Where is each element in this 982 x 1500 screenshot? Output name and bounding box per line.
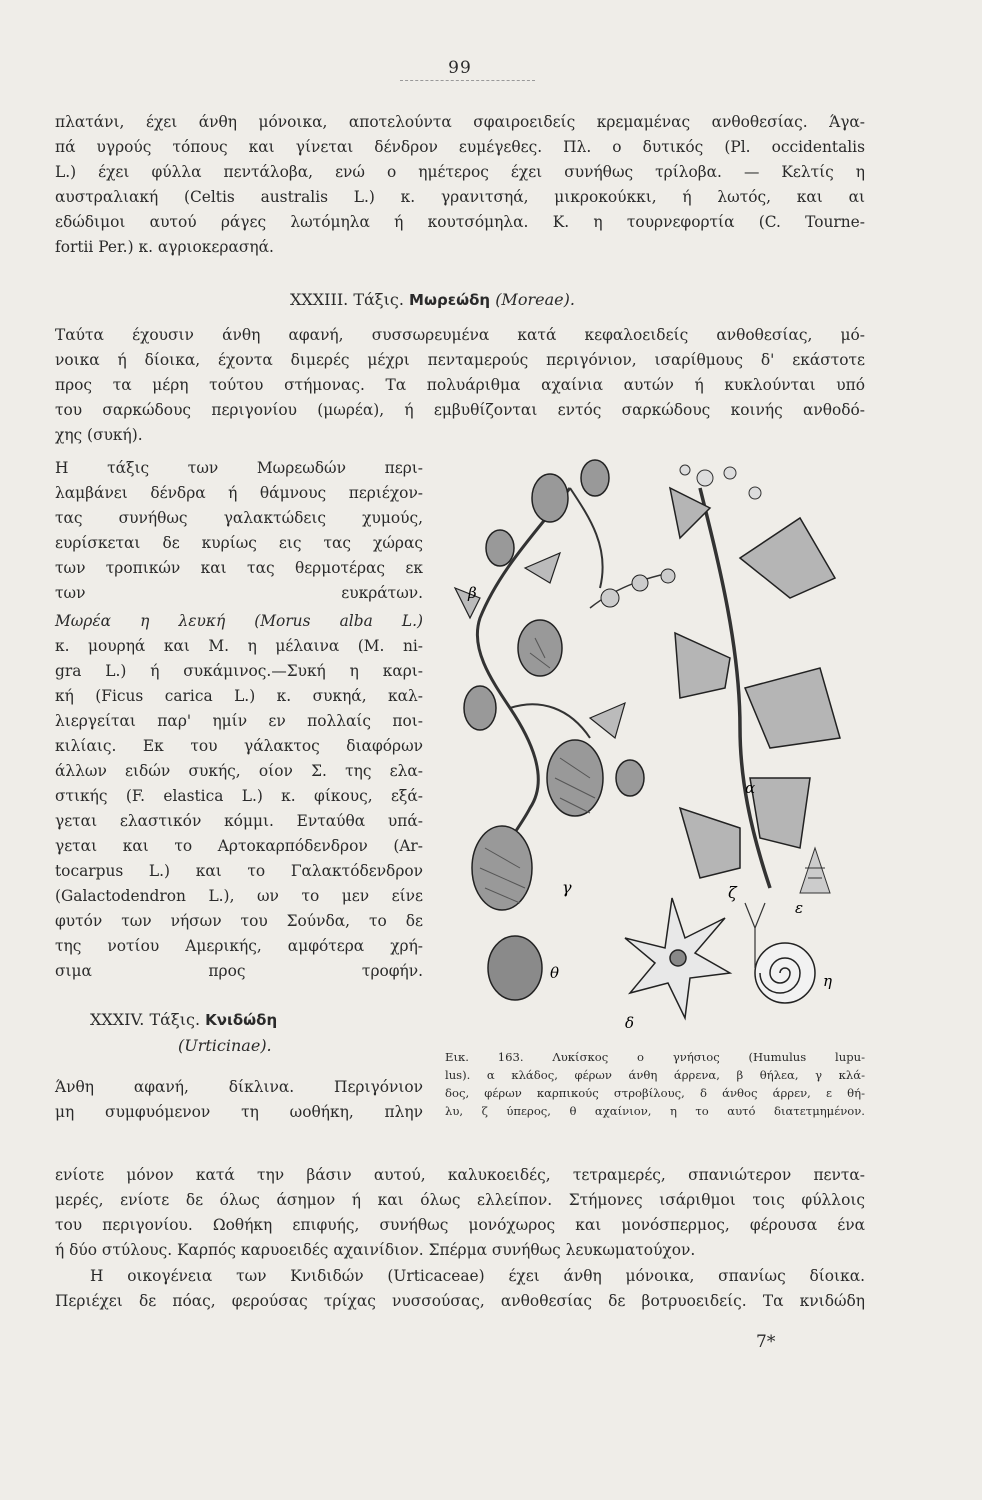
- column-line: κιλίαις. Εκ του γάλακτος διαφόρων: [55, 737, 423, 755]
- figure-caption-line: lus). α κλάδος, φέρων άνθη άρρενα, β θήλεα, γ κλά-: [445, 1068, 865, 1082]
- label-gamma: γ: [562, 878, 572, 897]
- hop-cone-group: [464, 460, 644, 910]
- column-line: ευρίσκεται δε κυρίως εις τας χώρας: [55, 534, 423, 552]
- heading-latin: (Urticinae).: [178, 1036, 272, 1055]
- heading-name: Κνιδώδη: [205, 1011, 278, 1029]
- male-flower-drawing: [625, 898, 730, 1018]
- text-line: ενίοτε μόνον κατά την βάσιν αυτού, καλυκοειδές, τετραμερές, σπανιώτερον πεντα-: [55, 1166, 865, 1184]
- column-line: στικής (F. elastica L.) κ. φίκους, εξά-: [55, 787, 423, 805]
- label-delta: δ: [625, 1014, 635, 1032]
- text-line: του περιγονίου. Ωοθήκη επιφυής, συνήθως μονόχωρος και μονόσπερμος, φέρουσα ένα: [55, 1216, 865, 1234]
- signature-mark: 7*: [756, 1332, 776, 1352]
- text-line: χης (συκή).: [55, 426, 143, 444]
- female-flower-drawing: [800, 848, 830, 893]
- hop-plant-figure: [440, 448, 870, 1038]
- column-line: των ευκράτων.: [55, 584, 423, 602]
- column-line: tocarpus L.) και το Γαλακτόδενδρον: [55, 862, 423, 880]
- page-number-rule: [400, 80, 535, 81]
- text-line: πά υγρούς τόπους και γίνεται δένδρον ευμέγεθες. Πλ. ο δυτικός (Pl. occidentalis: [55, 138, 865, 156]
- section-heading-xxxiv-latin: [178, 1036, 272, 1055]
- figure-caption-line: Εικ. 163. Λυκίσκος ο γνήσιος (Humulus lupu-: [445, 1050, 865, 1064]
- seed-drawing: [488, 936, 542, 1000]
- column-line: κή (Ficus carica L.) κ. συκηά, καλ-: [55, 687, 423, 705]
- heading-name: Μωρεώδη: [409, 291, 491, 309]
- text-line: νοικα ή δίοικα, έχοντα διμερές μέχρι πενταμερούς περιγόνιον, ισαρίθμους δ' εκάστοτε: [55, 351, 865, 369]
- heading-numeral: XXXIV.: [90, 1010, 145, 1029]
- label-alpha: α: [745, 779, 756, 797]
- column-line: Η τάξις των Μωρεωδών περι-: [55, 459, 423, 477]
- text-line: αυστραλιακή (Celtis australis L.) κ. γρανιτσηά, μικροκούκκι, ή λωτός, και αι: [55, 188, 865, 206]
- text-line: προς τα μέρη τούτου στήμονας. Τα πολυάριθμα αχαίνια αυτών ή κυκλούνται υπό: [55, 376, 865, 394]
- figure-caption-line: δος, φέρων καρπικούς στροβίλους, δ άνθος άρρεν, ε θή-: [445, 1086, 865, 1100]
- column-line: gra L.) ή συκάμινος.—Συκή η καρι-: [55, 662, 423, 680]
- cut-seed-drawing: [755, 943, 815, 1003]
- text-line: L.) έχει φύλλα πεντάλοβα, ενώ ο ημέτερος έχει συνήθως τρίλοβα. — Κελτίς η: [55, 163, 865, 181]
- column-line: Μωρέα η λευκή (Morus alba L.): [55, 612, 423, 630]
- column-line: των τροπικών και τας θερμοτέρας εκ: [55, 559, 423, 577]
- heading-taxis: Τάξις.: [353, 290, 404, 309]
- label-theta: θ: [550, 964, 560, 982]
- column-line: τας συνήθως γαλακτώδεις χυμούς,: [55, 509, 423, 527]
- label-epsilon: ε: [795, 899, 804, 917]
- text-line: fortii Per.) κ. αγριοκερασηά.: [55, 238, 274, 256]
- text-line: εδώδιμοι αυτού ράγες λωτόμηλα ή κουτσόμηλα. Κ. η τουρνεφορτία (C. Tourne-: [55, 213, 865, 231]
- text-line: Ταύτα έχουσιν άνθη αφανή, συσσωρευμένα κατά κεφαλοειδείς ανθοθεσίας, μό-: [55, 326, 865, 344]
- column-line: κ. μουρηά και Μ. η μέλαινα (Μ. ni-: [55, 637, 423, 655]
- text-line: του σαρκώδους περιγονίου (μωρέα), ή εμβυθίζονται εντός σαρκώδους κοινής ανθοδό-: [55, 401, 865, 419]
- text-line: πλατάνι, έχει άνθη μόνοικα, αποτελούντα σφαιροειδείς κρεμαμένας ανθοθεσίας. Άγα-: [55, 113, 865, 131]
- column-line: μη συμφυόμενον τη ωοθήκη, πλην: [55, 1103, 423, 1121]
- column-line: φυτόν των νήσων του Σούνδα, το δε: [55, 912, 423, 930]
- label-beta: β: [468, 584, 477, 602]
- figure-caption-line: λυ, ζ ύπερος, θ αχαίνιον, η το αυτό διατετμημένον.: [445, 1104, 865, 1118]
- text-line: Περιέχει δε πόας, φερούσας τρίχας νυσσούσας, ανθοθεσίας δε βοτρυοειδείς. Τα κνιδώδη: [55, 1292, 865, 1310]
- column-line: γεται ελαστικόν κόμμι. Ενταύθα υπά-: [55, 812, 423, 830]
- column-line: Άνθη αφανή, δίκλινα. Περιγόνιον: [55, 1078, 423, 1096]
- heading-latin: (Moreae).: [495, 290, 575, 309]
- text-line: ή δύο στύλους. Καρπός καρυοειδές αχαινίδιον. Σπέρμα συνήθως λευκωματούχον.: [55, 1241, 696, 1259]
- text-line: μερές, ενίοτε δε όλως άσημον ή και όλως ελλείπον. Στήμονες ισάριθμοι τοις φύλλοις: [55, 1191, 865, 1209]
- section-heading-xxxiii: [290, 290, 575, 309]
- label-eta: η: [823, 972, 832, 990]
- column-line: σιμα προς τροφήν.: [55, 962, 423, 980]
- heading-numeral: XXXIII.: [290, 290, 349, 309]
- column-line: λιεργείται παρ' ημίν εν πολλαίς ποι-: [55, 712, 423, 730]
- column-line: της νοτίου Αμερικής, αμφότερα χρή-: [55, 937, 423, 955]
- section-heading-xxxiv: [90, 1010, 277, 1029]
- column-line: (Galactodendron L.), ων το μεν είνε: [55, 887, 423, 905]
- column-line: λαμβάνει δένδρα ή θάμνους περιέχον-: [55, 484, 423, 502]
- label-zeta: ζ: [728, 883, 737, 902]
- column-line: άλλων ειδών συκής, οίον Σ. της ελα-: [55, 762, 423, 780]
- column-line: γεται και το Αρτοκαρπόδενδρον (Ar-: [55, 837, 423, 855]
- text-line: Η οικογένεια των Κνιδιδών (Urticaceae) έχει άνθη μόνοικα, σπανίως δίοικα.: [90, 1267, 865, 1285]
- heading-taxis: Τάξις.: [149, 1010, 201, 1029]
- page-number: 99: [448, 58, 472, 78]
